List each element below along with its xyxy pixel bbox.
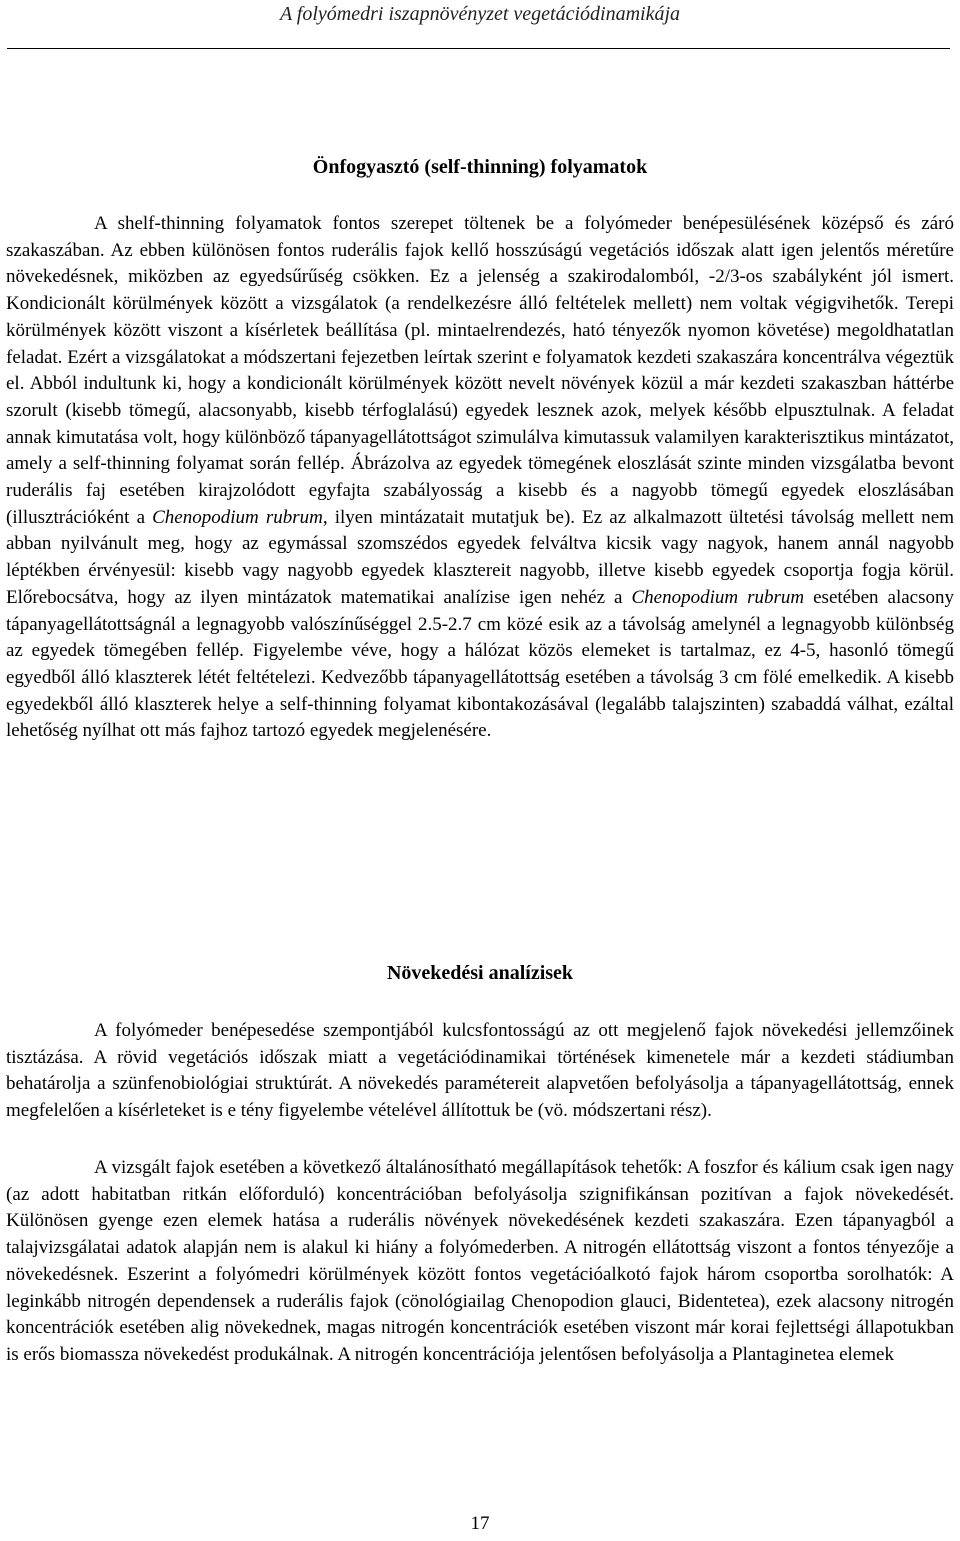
italic-species-name: Chenopodium rubrum	[631, 586, 805, 608]
header-rule	[7, 48, 950, 49]
text-run: A folyómeder benépesedése szempontjából kulcsfontosságú az ott megjelenő fajok növekedési jellemzőinek tisztázása. A rövid vegetációs időszak miatt a vegetációdinamikai történések kimenetele már a kezdeti stádiumban behatárolja a szünfenobiológiai struktúrát. A növekedés paramétereit alapvetően befolyásolja a tápanyagellátottság, ennek megfelelően a kísérleteket is e tény figyelembe vételével állítottuk be (vö. módszertani rész).	[6, 1020, 954, 1122]
text-run: A shelf-thinning folyamatok fontos szerepet töltenek be a folyómeder benépesülésének középső és záró szakaszában. Az ebben különösen fontos ruderális fajok kellő hosszúságú vegetációs időszak alatt igen jelentős méretűre növekedésnek, miközben az egyedsűrűség csökken. Ez a jelenség a szakirodalomból, -2/3-os szabályként jól ismert. Kondicionált körülmények között a vizsgálatok (a rendelkezésre álló feltételek mellett) nem voltak végigvihetők. Terepi körülmények között viszont a kísérletek beállítása (pl. mintaelrendezés, ható tényezők nyomon követése) megoldhatatlan feladat. Ezért a vizsgálatokat a módszertani fejezetben leírtak szerint e folyamatok kezdeti szakaszára koncentrálva végeztük el. Abból indultunk ki, hogy a kondicionált körülmények között nevelt növények közül a már kezdeti szakaszban háttérbe szorult (kisebb tömegű, alacsonyabb, kisebb térfoglalású) egyedek lesznek azok, melyek később elpusztulnak. A feladat annak kimutatása volt, hogy különböző tápanyagellátottságot szimulálva kimutassuk valamilyen karakterisztikus mintázatot, amely a self-thinning folyamat során fellép. Ábrázolva az egyedek tömegének eloszlását szinte minden vizsgálatba bevont ruderális faj esetében kirajzolódott egyfajta szabályosság a kisebb és a nagyobb tömegű egyedek eloszlásában (illusztrációként a	[6, 213, 954, 528]
text-run: , ilyen mintázatait mutatjuk be). Ez az alkalmazott ültetési távolság mellett nem abban nyilvánult meg, hogy az egymással szomszédos egyedek felváltva kicsik vagy nagyok, hanem annál nagyobb léptékben érvényesül: kisebb vagy nagyobb egyedek klasztereit nagyobb, illetve kisebb egyedek csoportja fogja körül. Előrebocsátva, hogy az ilyen mintázatok matematikai analízise igen nehéz a	[6, 506, 955, 608]
page-number: 17	[470, 1513, 490, 1534]
text-run: esetében alacsony tápanyagellátottságnál a legnagyobb valószínűséggel 2.5-2.7 cm közé esik az a távolság amelynél a legnagyobb különbség az egyedek tömegében fellép. Figyelembe véve, hogy a hálózat közös elemeket is tartalmaz, ez 4-5, hasonló tömegű egyedből álló klaszterek létét feltételezi. Kedvezőbb tápanyagellátottság esetében a távolság 3 cm fölé emelkedik. A kisebb egyedekből álló klaszterek helye a self-thinning folyamat kibontakozásával (legalább talajszinten) szabaddá válhat, ezáltal lehetőség nyílhat ott más fajhoz tartozó egyedek megjelenésére.	[6, 586, 954, 742]
running-title: A folyómedri iszapnövényzet vegetációdinamikája	[279, 3, 681, 25]
section-title-self-thinning: Önfogyasztó (self-thinning) folyamatok	[312, 156, 648, 178]
paragraph	[6, 1018, 954, 1125]
italic-species-name: Chenopodium rubrum	[152, 506, 323, 528]
paragraph	[6, 211, 954, 745]
text-run: A vizsgált fajok esetében a következő általánosítható megállapítások tehetők: A foszfor és kálium csak igen nagy (az adott habitatban ritkán előforduló) koncentrációban befolyásolja szignifikánsan pozitívan a fajok növekedését. Különösen gyenge ezen elemek hatása a ruderális növények növekedésének kezdeti szakaszára. Ezen tápanyagból a talajvizsgálatai adatok alapján nem is alakul ki hiány a folyómederben. A nitrogén ellátottság viszont a fontos tényezője a növekedésnek. Eszerint a folyómedri körülmények között fontos vegetációalkotó fajok három csoportba sorolhatók: A leginkább nitrogén dependensek a ruderális fajok (cönológiailag Chenopodion glauci, Bidentetea), ezek alacsony nitrogén koncentrációk esetében alig növekednek, magas nitrogén koncentrációk esetében viszont már korai fejlettségi állapotukban is erős biomassza növekedést produkálnak. A nitrogén koncentrációja jelentősen befolyásolja a Plantaginetea elemek	[6, 1157, 954, 1365]
section-title-growth-analysis: Növekedési analízisek	[386, 962, 574, 984]
running-header	[0, 0, 960, 40]
paragraph	[6, 1155, 954, 1369]
